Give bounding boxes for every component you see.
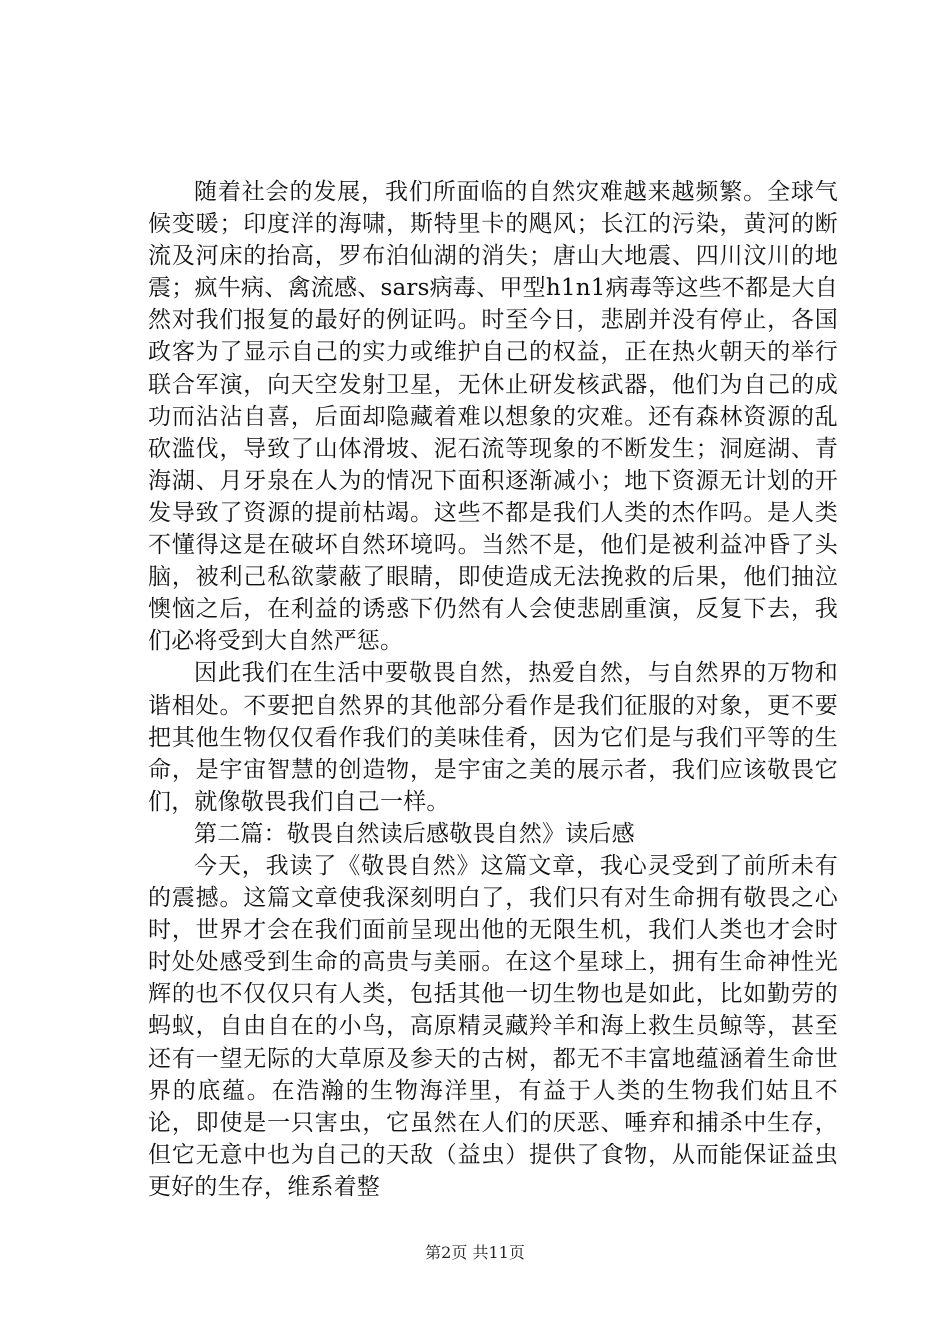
section-heading: 第二篇：敬畏自然读后感敬畏自然》读后感	[194, 820, 635, 847]
page-footer	[0, 1243, 950, 1263]
paragraph-disasters: 随着社会的发展，我们所面临的自然灾难越来越频繁。全球气候变暖；印度洋的海啸，斯特里卡的飓风；长江的污染，黄河的断流及河床的抬高，罗布泊仙湖的消失；唐山大地震、四川汶川的地震；疯牛病、禽流感、sars病毒、甲型h1n1病毒等这些不都是大自然对我们报复的最好的例证吗。时至今日，悲剧并没有停止，各国政客为了显示自己的实力或维护自己的权益，正在热火朝天的举行联合军演，向天空发射卫星，无休止研发核武器，他们为自己的成功而沾沾自喜，后面却隐藏着难以想象的灾难。还有森林资源的乱砍滥伐，导致了山体滑坡、泥石流等现象的不断发生；洞庭湖、青海湖、月牙泉在人为的情况下面积逐渐减小；地下资源无计划的开发导致了资源的提前枯竭。这些不都是我们人类的杰作吗。是人类不懂得这是在破坏自然环境吗。当然不是，他们是被利益冲昏了头脑，被利己私欲蒙蔽了眼睛，即使造成无法挽救的后果，他们抽泣懊恼之后，在利益的诱惑下仍然有人会使悲剧重演，反复下去，我们必将受到大自然严惩。	[148, 179, 838, 655]
page-number: 第2页	[425, 1243, 468, 1262]
paragraph-reading-reflection: 今天，我读了《敬畏自然》这篇文章，我心灵受到了前所未有的震撼。这篇文章使我深刻明白了，我们只有对生命拥有敬畏之心时，世界才会在我们面前呈现出他的无限生机，我们人类也才会时时处处感受到生命的高贵与美丽。在这个星球上，拥有生命神性光辉的也不仅仅只有人类，包括其他一切生物也是如此，比如勤劳的蚂蚁，自由自在的小鸟，高原精灵藏羚羊和海上救生员鲸等，甚至还有一望无际的大草原及参天的古树，都无不丰富地蕴涵着生命世界的底蕴。在浩瀚的生物海洋里，有益于人类的生物我们姑且不论，即使是一只害虫，它虽然在人们的厌恶、唾弃和捕杀中生存，但它无意中也为自己的天敌（益虫）提供了食物，从而能保证益虫更好的生存，维系着整	[148, 852, 838, 1200]
paragraph-respect-nature: 因此我们在生活中要敬畏自然，热爱自然，与自然界的万物和谐相处。不要把自然界的其他部分看作是我们征服的对象，更不要把其他生物仅仅看作我们的美味佳肴，因为它们是与我们平等的生命，是宇宙智慧的创造物，是宇宙之美的展示者，我们应该敬畏它们，就像敬畏我们自己一样。	[148, 660, 838, 815]
page-total: 共11页	[472, 1243, 525, 1262]
document-body	[148, 176, 838, 1203]
